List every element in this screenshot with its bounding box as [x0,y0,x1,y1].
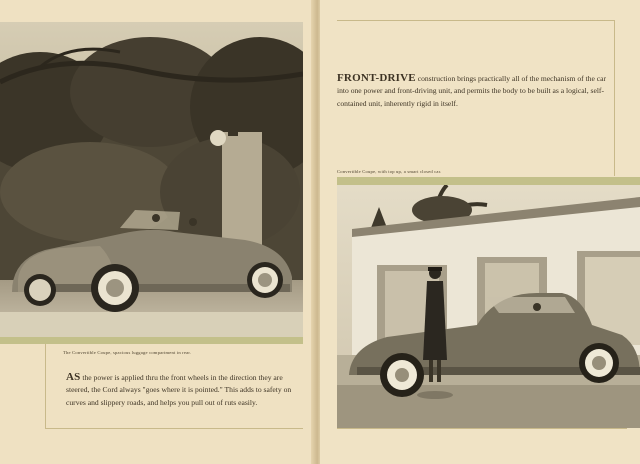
left-lead-word: AS [66,371,81,383]
right-paragraph-text: construction brings practically all of the mechanism of the car into one power and front-driving unit, and permits the body to be built as a logical, self-contained unit, inherently rigid in itself. [337,74,607,108]
right-top-rule [337,20,614,21]
right-vertical-rule [614,20,615,176]
right-photo-caption: Convertible Coupe, with top up, a smart closed car. [337,169,442,174]
right-body-paragraph [337,72,611,110]
left-body-paragraph [66,371,304,409]
left-olive-band [0,337,303,344]
left-paragraph-text: the power is applied thru the front wheels in the direction they are steered, the Cord always "goes where it is pointed." This adds to safety on curves and slippery roads, and helps you pull out of ruts easily. [66,373,292,407]
right-lead-word: FRONT-DRIVE [337,72,416,84]
left-page [0,0,318,464]
right-bottom-rule [337,428,627,429]
left-vertical-rule [45,344,46,428]
right-photo-convertible-coupe-top-up [337,185,640,428]
left-photo-caption: The Convertible Coupe, spacious luggage compartment in rear. [63,350,192,355]
left-bottom-rule [45,428,303,429]
right-olive-band [337,177,640,185]
left-photo-convertible-coupe [0,22,303,340]
right-page [320,0,640,464]
